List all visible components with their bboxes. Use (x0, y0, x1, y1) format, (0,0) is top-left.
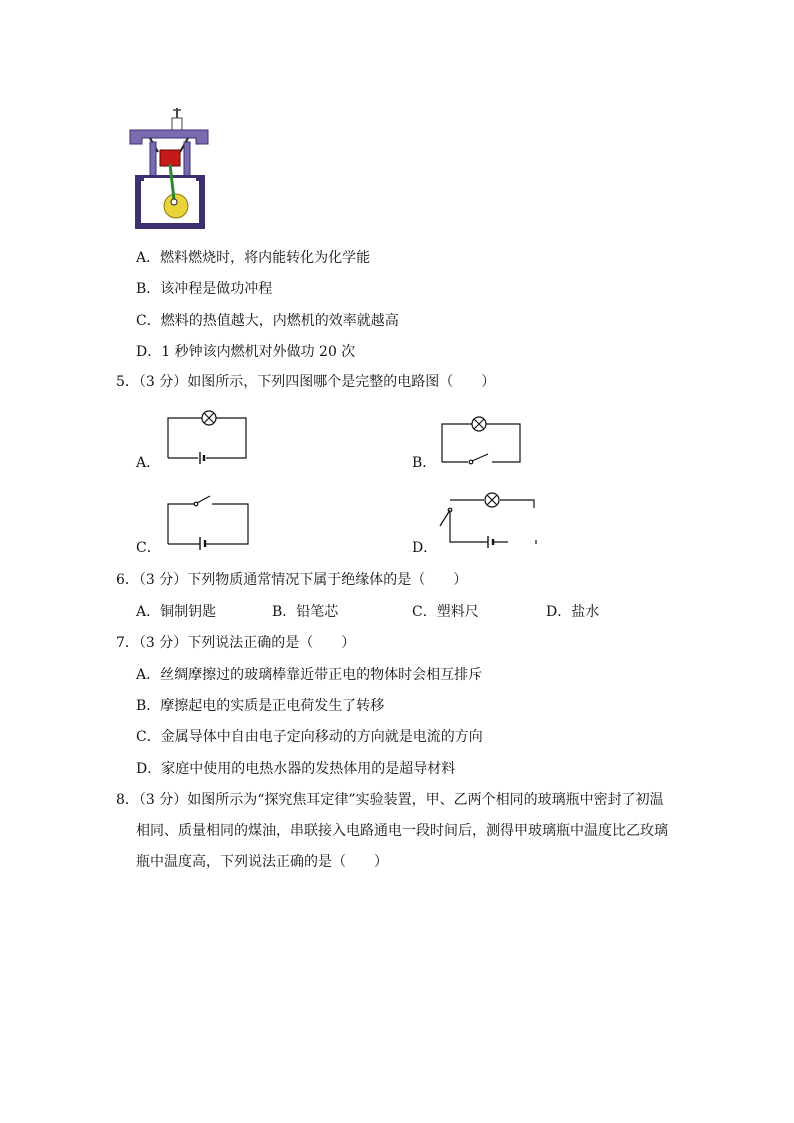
q7-option-a: A．丝绸摩擦过的玻璃棒靠近带正电的物体时会相互排斥 (136, 667, 483, 683)
q7-option-c: C．金属导体中自由电子定向移动的方向就是电流的方向 (136, 729, 483, 745)
q6-option-a: A．铜制钥匙 (136, 604, 217, 620)
q6-option-c: C．塑料尺 (412, 604, 479, 620)
q5-label-c: C． (136, 540, 161, 556)
q7-option-b: B．摩擦起电的实质是正电荷发生了转移 (136, 698, 385, 714)
q8-stem-line-1: 8．（3 分）如图所示为“探究焦耳定律”实验装置，甲、乙两个相同的玻璃瓶中密封了初温 (116, 792, 664, 808)
circuit-a (166, 410, 248, 464)
circuit-c (166, 494, 250, 550)
q6-option-d: D．盐水 (546, 604, 600, 620)
q8-stem-line-3: 瓶中温度高，下列说法正确的是（ ） (136, 854, 388, 870)
q6-stem: 6．（3 分）下列物质通常情况下属于绝缘体的是（ ） (116, 572, 468, 588)
q8-stem-line-2: 相同、质量相同的煤油，串联接入电路通电一段时间后，测得甲玻璃瓶中温度比乙玫璃 (136, 823, 668, 839)
circuit-b (440, 416, 524, 468)
q5-label-b: B． (412, 455, 437, 471)
engine-diagram (130, 108, 210, 228)
q5-label-d: D． (412, 540, 438, 556)
q5-label-a: A． (136, 455, 161, 471)
circuit-d (436, 488, 540, 548)
q7-stem: 7．（3 分）下列说法正确的是（ ） (116, 635, 356, 651)
q4-option-c: C．燃料的热值越大，内燃机的效率就越高 (136, 313, 399, 329)
q6-option-b: B．铅笔芯 (272, 604, 339, 620)
q4-option-d: D．1 秒钟该内燃机对外做功 20 次 (136, 344, 356, 360)
q4-option-a: A．燃料燃烧时，将内能转化为化学能 (136, 250, 371, 266)
q7-option-d: D．家庭中使用的电热水器的发热体用的是超导材料 (136, 761, 456, 777)
q5-stem: 5．（3 分）如图所示，下列四图哪个是完整的电路图（ ） (116, 374, 496, 390)
q4-option-b: B．该冲程是做功冲程 (136, 281, 273, 297)
